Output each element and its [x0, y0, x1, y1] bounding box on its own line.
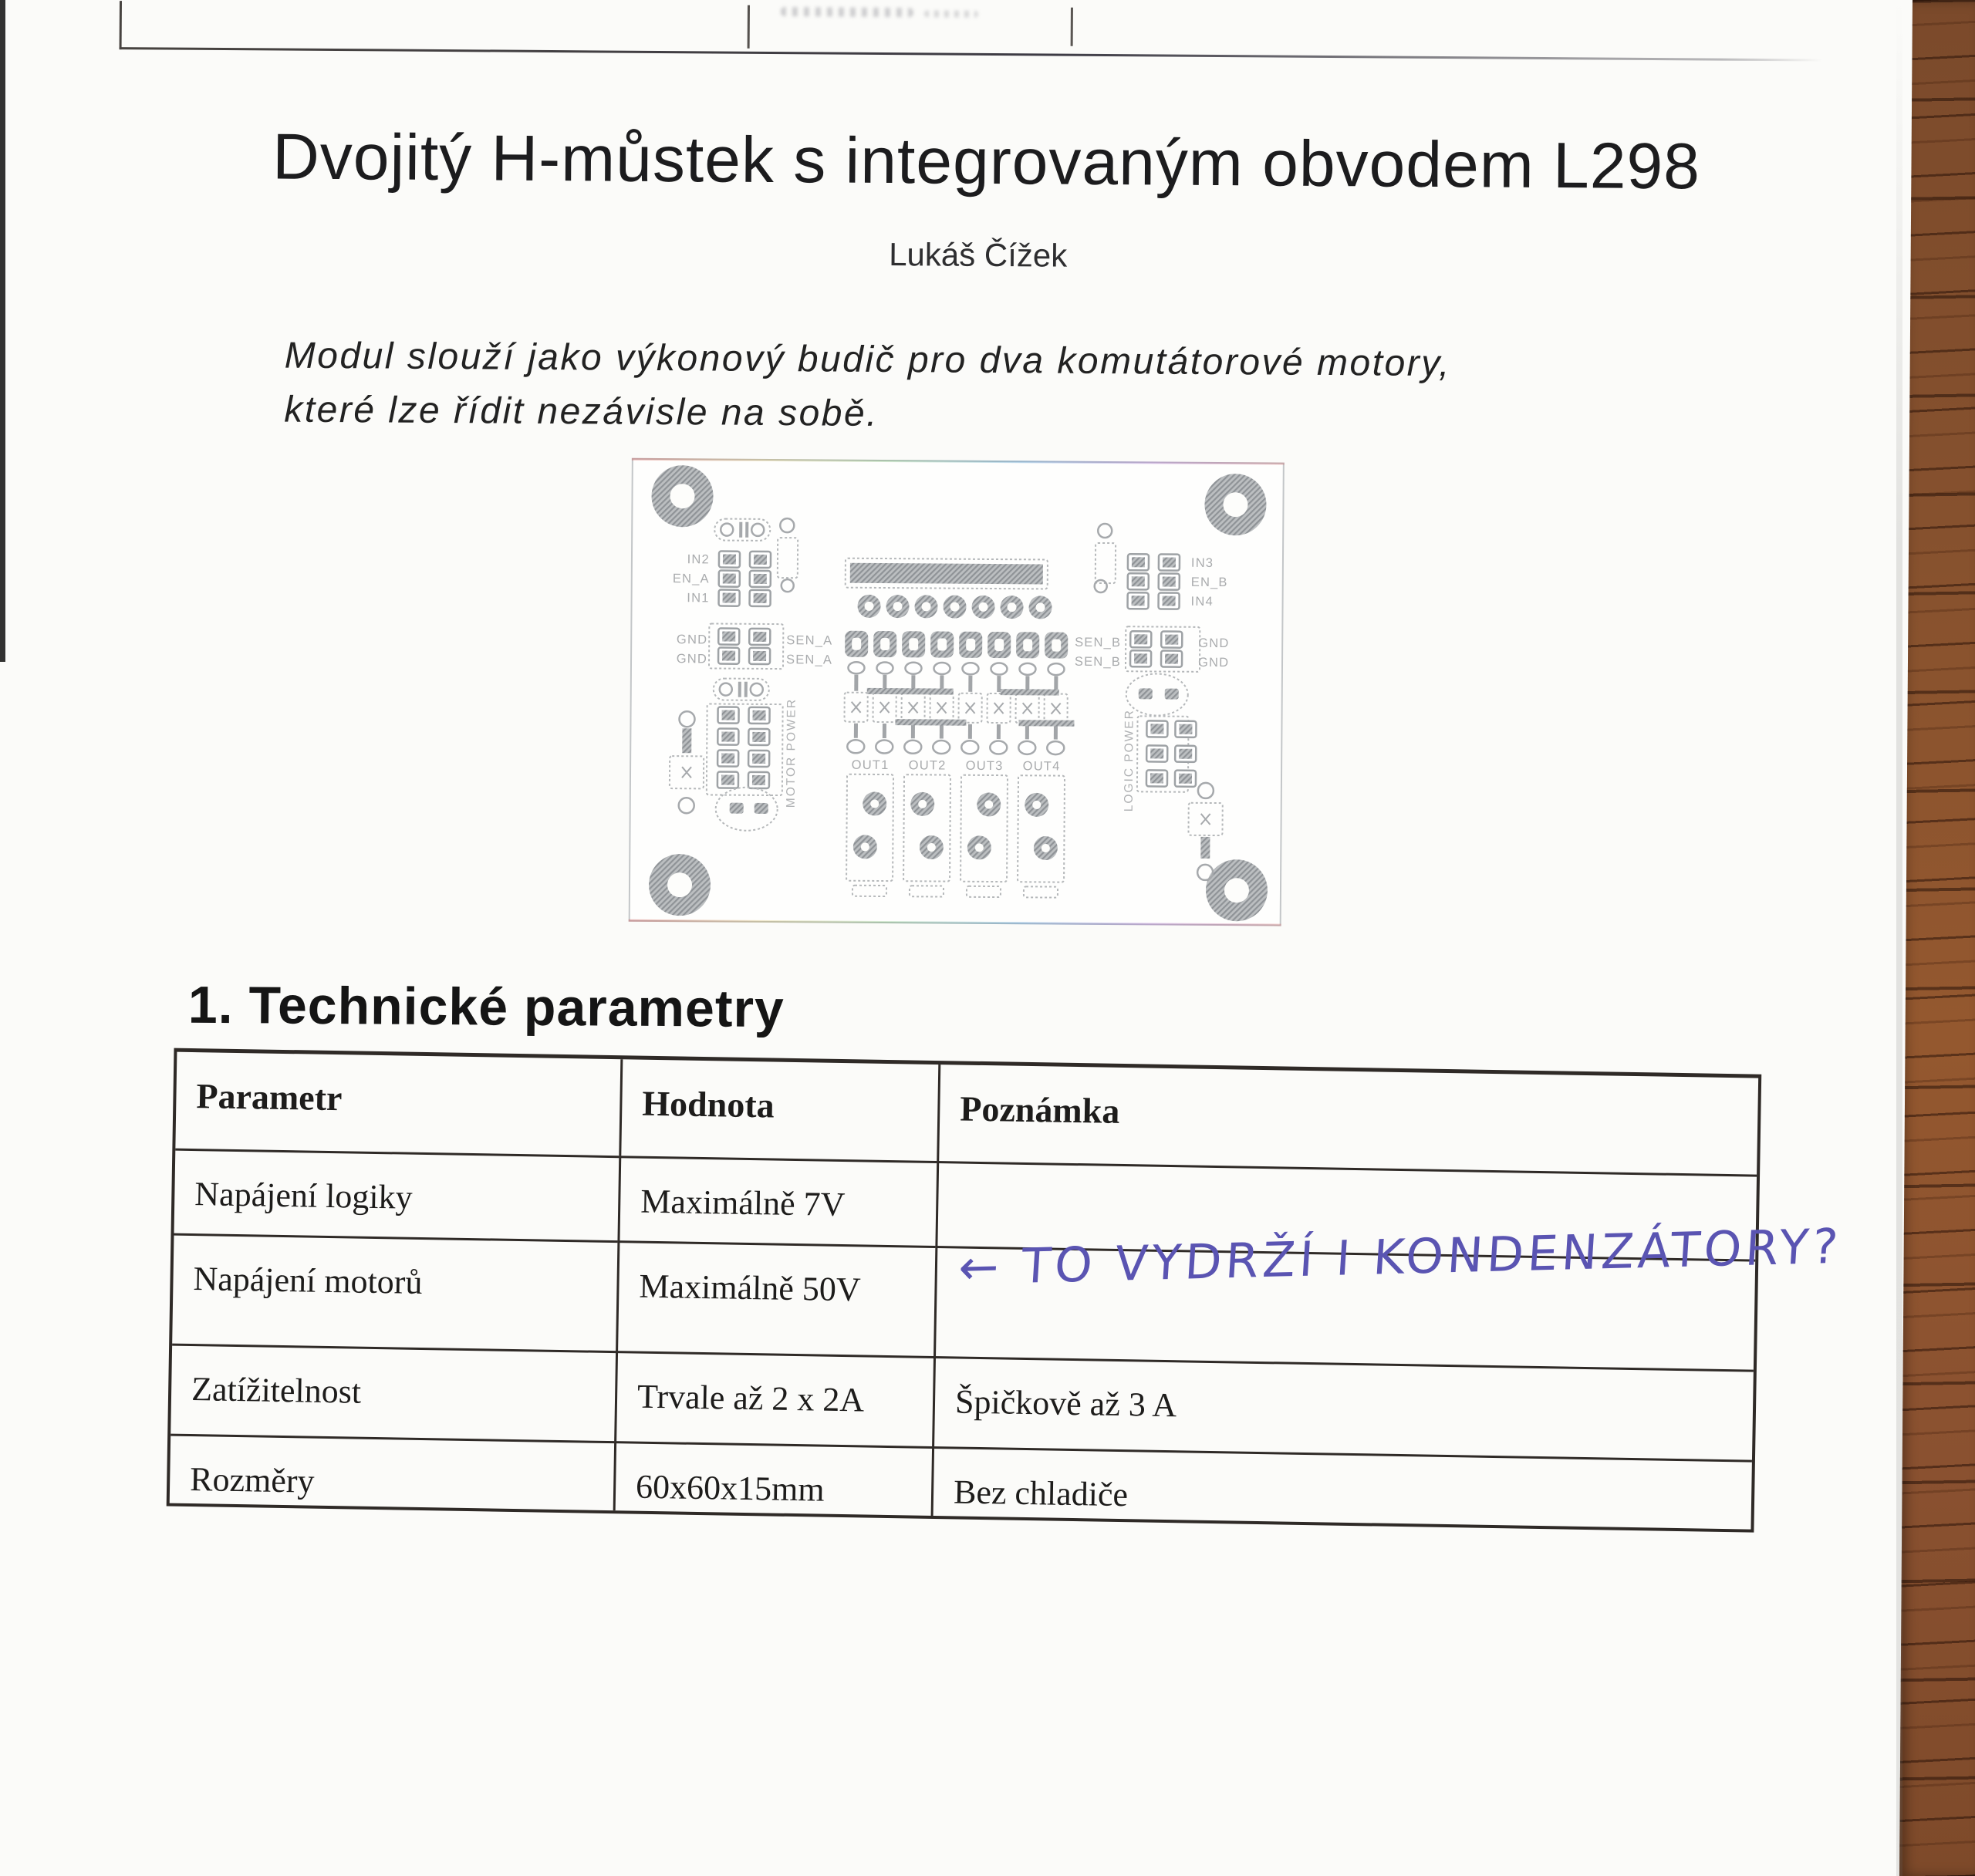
pcb-label-sen-a: SEN_A: [786, 633, 833, 648]
pcb-label-in2: IN2: [687, 552, 711, 567]
intro-line-1: Modul slouží jako výkonový budič pro dva komutátorové motory,: [284, 335, 1452, 385]
top-table-remnant-vline-right: [1071, 8, 1073, 46]
pcb-label-out1: OUT1: [851, 757, 890, 773]
pcb-label-sen-b: SEN_B: [1074, 654, 1122, 670]
pcb-label-motor-power: MOTOR POWER: [784, 697, 798, 808]
pcb-label-out2: OUT2: [908, 758, 947, 773]
pcb-label-sen-b: SEN_B: [1075, 635, 1122, 650]
pcb-label-gnd: GND: [676, 652, 708, 666]
table-cell: Maximálně 7V: [617, 1156, 937, 1246]
table-cell: 60x60x15mm: [613, 1441, 932, 1516]
table-cell: Napájení motorů: [172, 1233, 617, 1351]
section-heading: 1. Technické parametry: [187, 975, 785, 1039]
table-cell: Rozměry: [170, 1434, 614, 1511]
top-table-remnant-vline-left: [120, 1, 122, 49]
handwritten-annotation-text: ← TO VYDRŽÍ I KONDENZÁTORY?: [957, 1217, 1844, 1296]
table-cell: Zatížitelnost: [170, 1344, 616, 1442]
table-cell: Maximálně 50V: [616, 1240, 935, 1356]
pcb-label-out4: OUT4: [1022, 759, 1061, 774]
faint-pencil-smudge: [924, 10, 978, 17]
pcb-label-gnd: GND: [676, 633, 708, 647]
pcb-label-en-a: EN_A: [672, 572, 710, 586]
pcb-label-en-b: EN_B: [1190, 575, 1228, 590]
faint-pencil-smudge: [781, 7, 913, 17]
page-title: Dvojitý H-můstek s integrovaným obvodem L298: [272, 120, 1701, 203]
intro-paragraph: [284, 329, 1642, 447]
pcb-pads-and-footprints: [649, 465, 1271, 922]
pcb-label-sen-a: SEN_A: [785, 653, 833, 667]
pcb-label-gnd: GND: [1197, 655, 1230, 670]
table-cell: Špičkově až 3 A: [932, 1356, 1754, 1460]
pcb-label-gnd: GND: [1198, 636, 1230, 651]
pcb-layout-drawing: [630, 460, 1283, 925]
pcb-label-in3: IN3: [1190, 555, 1214, 571]
table-cell: Bez chladiče: [931, 1446, 1752, 1530]
top-table-remnant-vline-mid: [748, 5, 750, 49]
pcb-label-logic-power: LOGIC POWER: [1122, 709, 1136, 812]
table-header-parametr: Parametr: [196, 1076, 343, 1119]
intro-line-2: které lze řídit nezávisle na sobě.: [284, 389, 879, 434]
pcb-label-in1: IN1: [687, 591, 710, 606]
table-header-hodnota: Hodnota: [619, 1059, 938, 1161]
table-cell: Trvale až 2 x 2A: [614, 1351, 933, 1446]
pcb-figure: [629, 458, 1285, 926]
pcb-label-out3: OUT3: [965, 758, 1004, 774]
table-header-poznamka: Poznámka: [937, 1065, 1758, 1175]
top-table-remnant-hline: [120, 47, 1823, 61]
pcb-label-in4: IN4: [1190, 594, 1214, 609]
table-cell: Napájení logiky: [174, 1149, 620, 1241]
author-name: Lukáš Čížek: [889, 236, 1068, 274]
